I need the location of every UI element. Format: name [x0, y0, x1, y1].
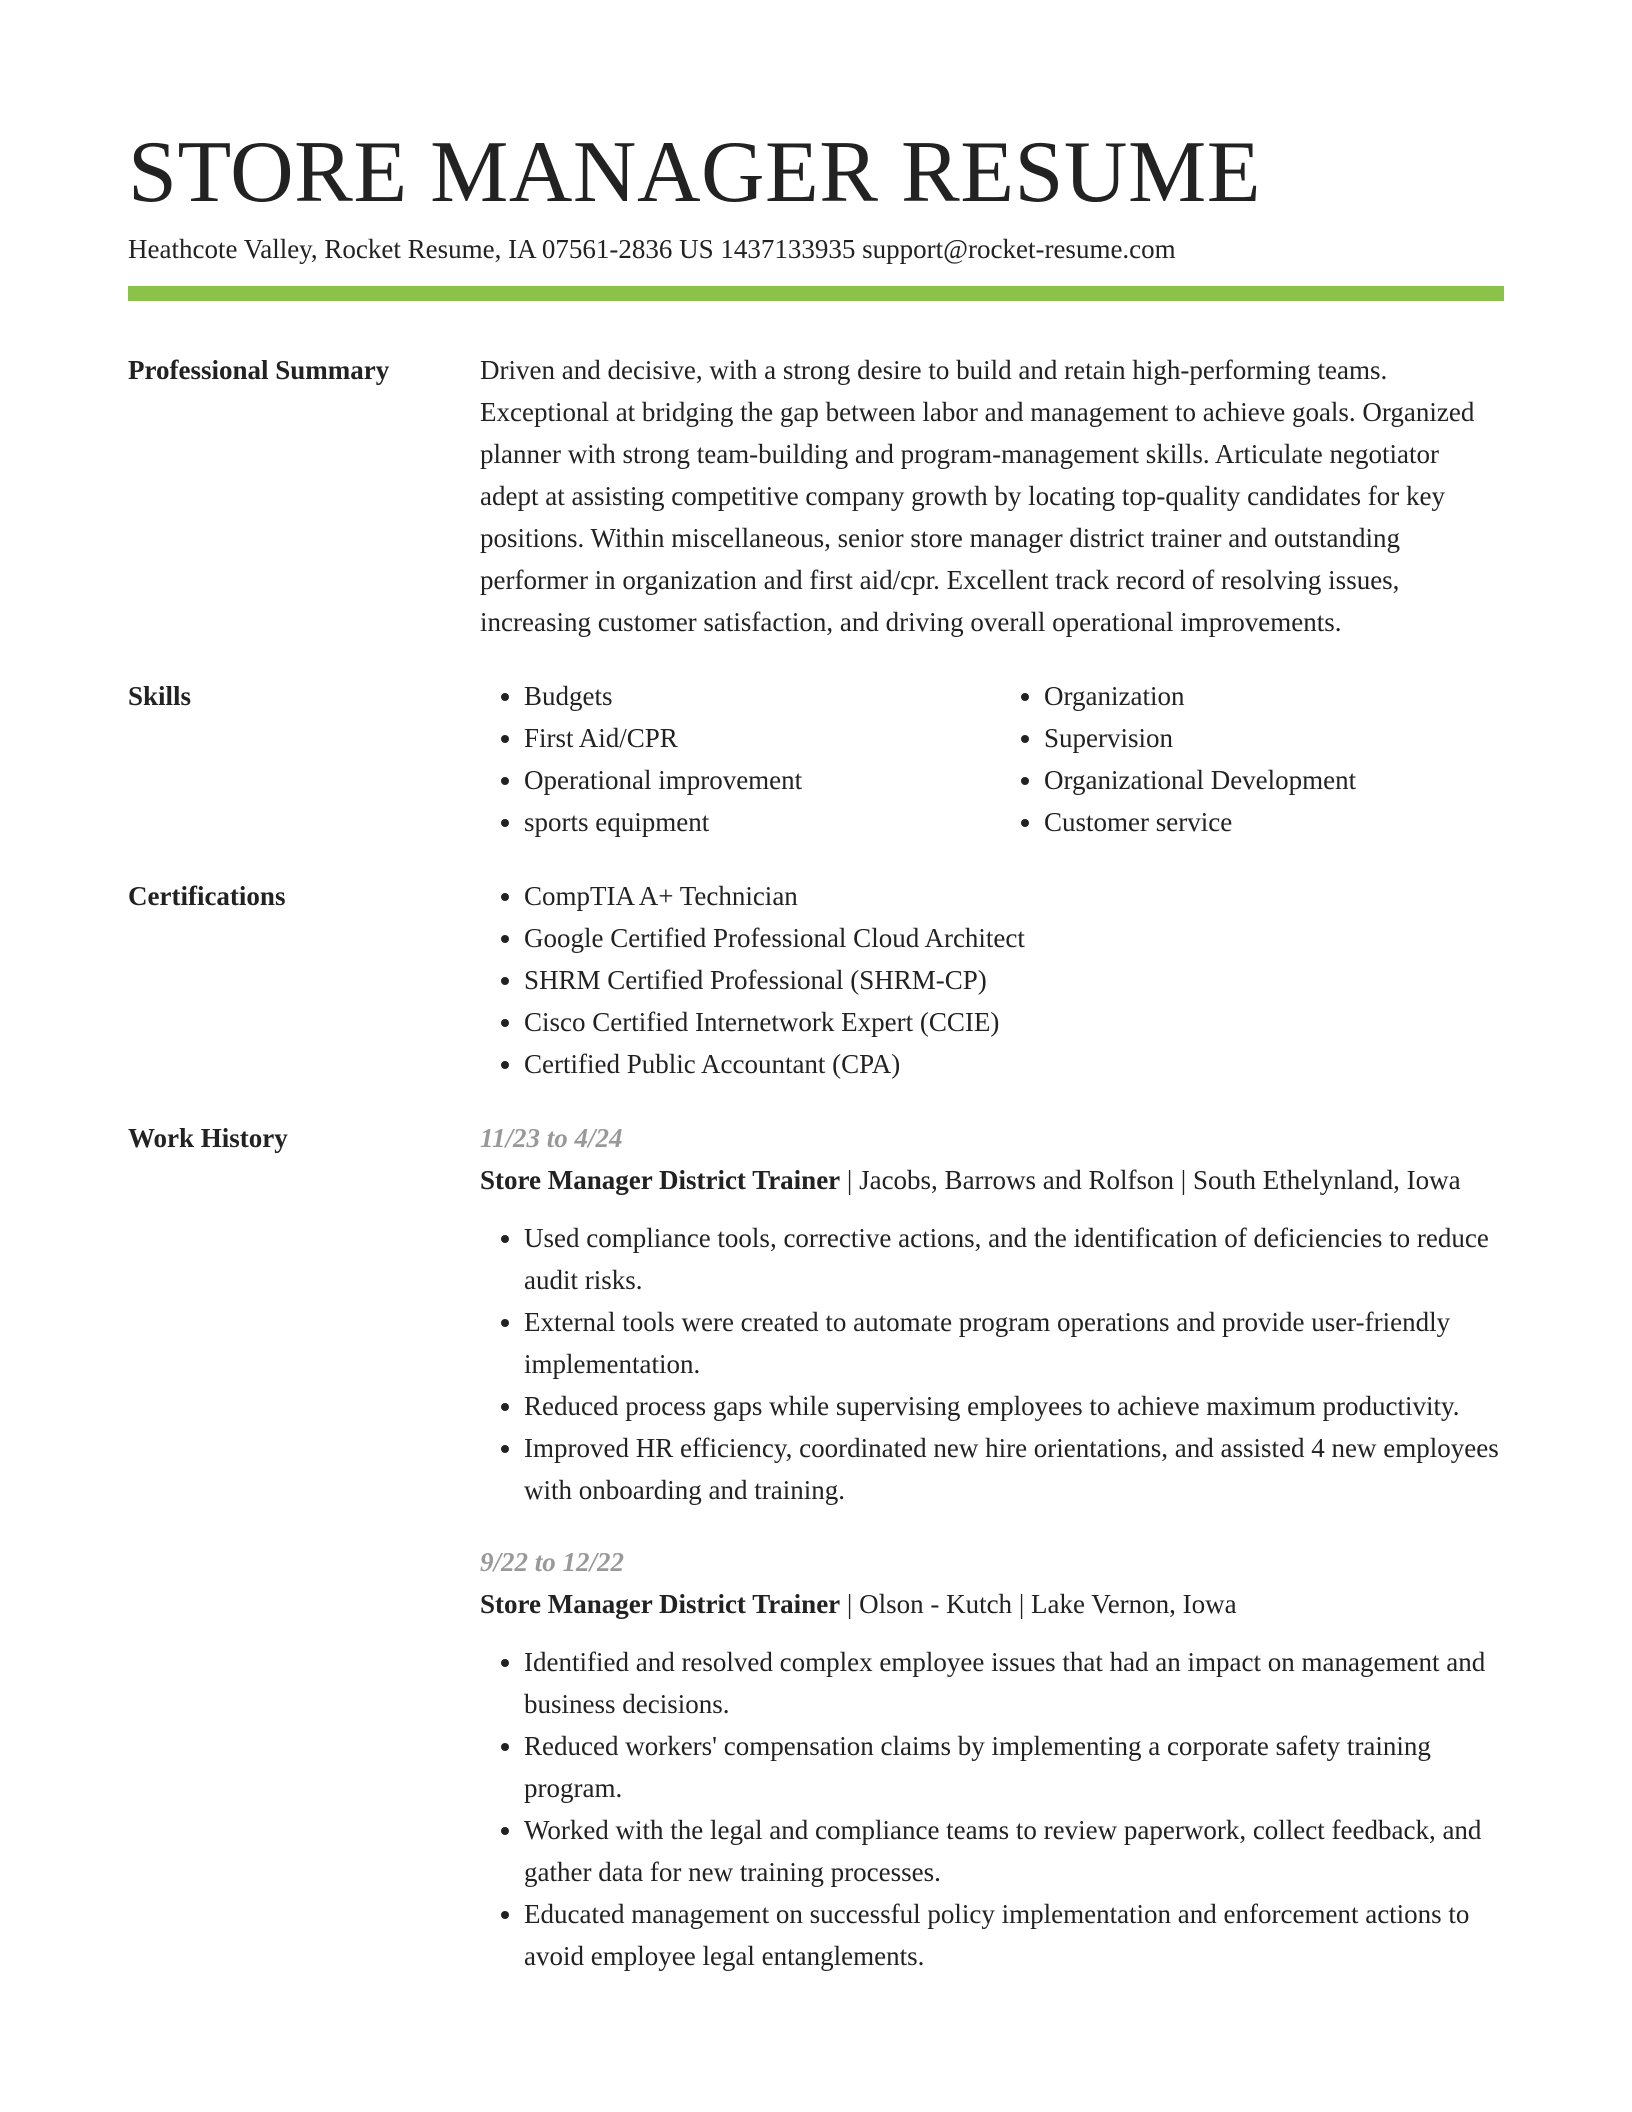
job-location: Lake Vernon, Iowa [1030, 1589, 1237, 1619]
skills-heading: Skills [128, 681, 192, 711]
resume-content [128, 349, 1504, 2039]
resume-title: STORE MANAGER RESUME [128, 124, 1261, 221]
job-title: Store Manager District Trainer [480, 1165, 841, 1195]
job-bullet: • Improved HR efficiency, coordinated new hire orientations, and assisted 4 new employees with onboarding and training. [524, 1427, 1504, 1511]
job-dates: 9/22 to 12/22 [480, 1547, 625, 1577]
job-bullet: • Worked with the legal and compliance teams to review paperwork, collect feedback, and gather data for new training processes. [524, 1809, 1504, 1893]
skill-item: • Organization [1044, 675, 1504, 717]
job-separator: | [1174, 1165, 1193, 1195]
skill-item: • Operational improvement [524, 759, 984, 801]
job-heading-line [480, 1583, 1504, 1625]
skills-list-right [984, 675, 1504, 843]
job-company: Olson - Kutch [859, 1589, 1013, 1619]
job-heading-line [480, 1159, 1504, 1201]
certification-item: • SHRM Certified Professional (SHRM-CP) [524, 959, 1504, 1001]
job-bullet: • Identified and resolved complex employee issues that had an impact on management and business decisions. [524, 1641, 1504, 1725]
job-bullets [480, 1641, 1504, 1977]
certifications-section [128, 875, 1504, 1085]
skill-item: • Customer service [1044, 801, 1504, 843]
job-company: Jacobs, Barrows and Rolfson [859, 1165, 1175, 1195]
summary-heading: Professional Summary [128, 355, 390, 385]
summary-text: Driven and decisive, with a strong desire to build and retain high-performing teams. Exceptional at bridging the gap between labor and management to achieve goals. Organized planner with strong team-building and program-management skills. Articulate negotiator adept at assisting competitive company growth by locating top-quality candidates for key positions. Within miscellaneous, senior store manager district trainer and outstanding performer in organization and first aid/cpr. Excellent track record of resolving issues, increasing customer satisfaction, and driving overall operational improvements. [480, 355, 1475, 637]
skill-item: • sports equipment [524, 801, 984, 843]
job-separator: | [840, 1165, 860, 1195]
job-bullet: • Reduced workers' compensation claims by implementing a corporate safety training program. [524, 1725, 1504, 1809]
skill-item: • Supervision [1044, 717, 1504, 759]
job-title: Store Manager District Trainer [480, 1589, 841, 1619]
job-bullets [480, 1217, 1504, 1511]
certifications-heading: Certifications [128, 881, 286, 911]
skills-section [128, 675, 1504, 843]
contact-line: Heathcote Valley, Rocket Resume, IA 07561-2836 US 1437133935 support@rocket-resume.com [128, 234, 1176, 264]
certification-item: • Cisco Certified Internetwork Expert (CCIE) [524, 1001, 1504, 1043]
work-history-section [128, 1117, 1504, 2007]
job-location: South Ethelynland, Iowa [1192, 1165, 1461, 1195]
certification-item: • Certified Public Accountant (CPA) [524, 1043, 1504, 1085]
job-separator: | [1012, 1589, 1031, 1619]
job-bullet: • Reduced process gaps while supervising employees to achieve maximum productivity. [524, 1385, 1504, 1427]
skills-list-left [480, 675, 984, 843]
skill-item: • First Aid/CPR [524, 717, 984, 759]
job-entry [480, 1541, 1504, 1977]
accent-divider [128, 286, 1504, 301]
summary-body [480, 349, 1504, 643]
job-dates: 11/23 to 4/24 [480, 1123, 623, 1153]
job-bullet: • External tools were created to automate program operations and provide user-friendly implementation. [524, 1301, 1504, 1385]
job-entry [480, 1117, 1504, 1511]
job-separator: | [840, 1589, 860, 1619]
skills-body [480, 675, 1504, 843]
certifications-list [480, 875, 1504, 1085]
certification-item: • Google Certified Professional Cloud Architect [524, 917, 1504, 959]
work-history-heading: Work History [128, 1123, 288, 1153]
skill-item: • Budgets [524, 675, 984, 717]
skill-item: • Organizational Development [1044, 759, 1504, 801]
certifications-body [480, 875, 1504, 1085]
job-bullet: • Used compliance tools, corrective actions, and the identification of deficiencies to reduce audit risks. [524, 1217, 1504, 1301]
summary-section [128, 349, 1504, 643]
job-bullet: • Educated management on successful policy implementation and enforcement actions to avoid employee legal entanglements. [524, 1893, 1504, 1977]
certification-item: • CompTIA A+ Technician [524, 875, 1504, 917]
work-history-body [480, 1117, 1504, 2007]
